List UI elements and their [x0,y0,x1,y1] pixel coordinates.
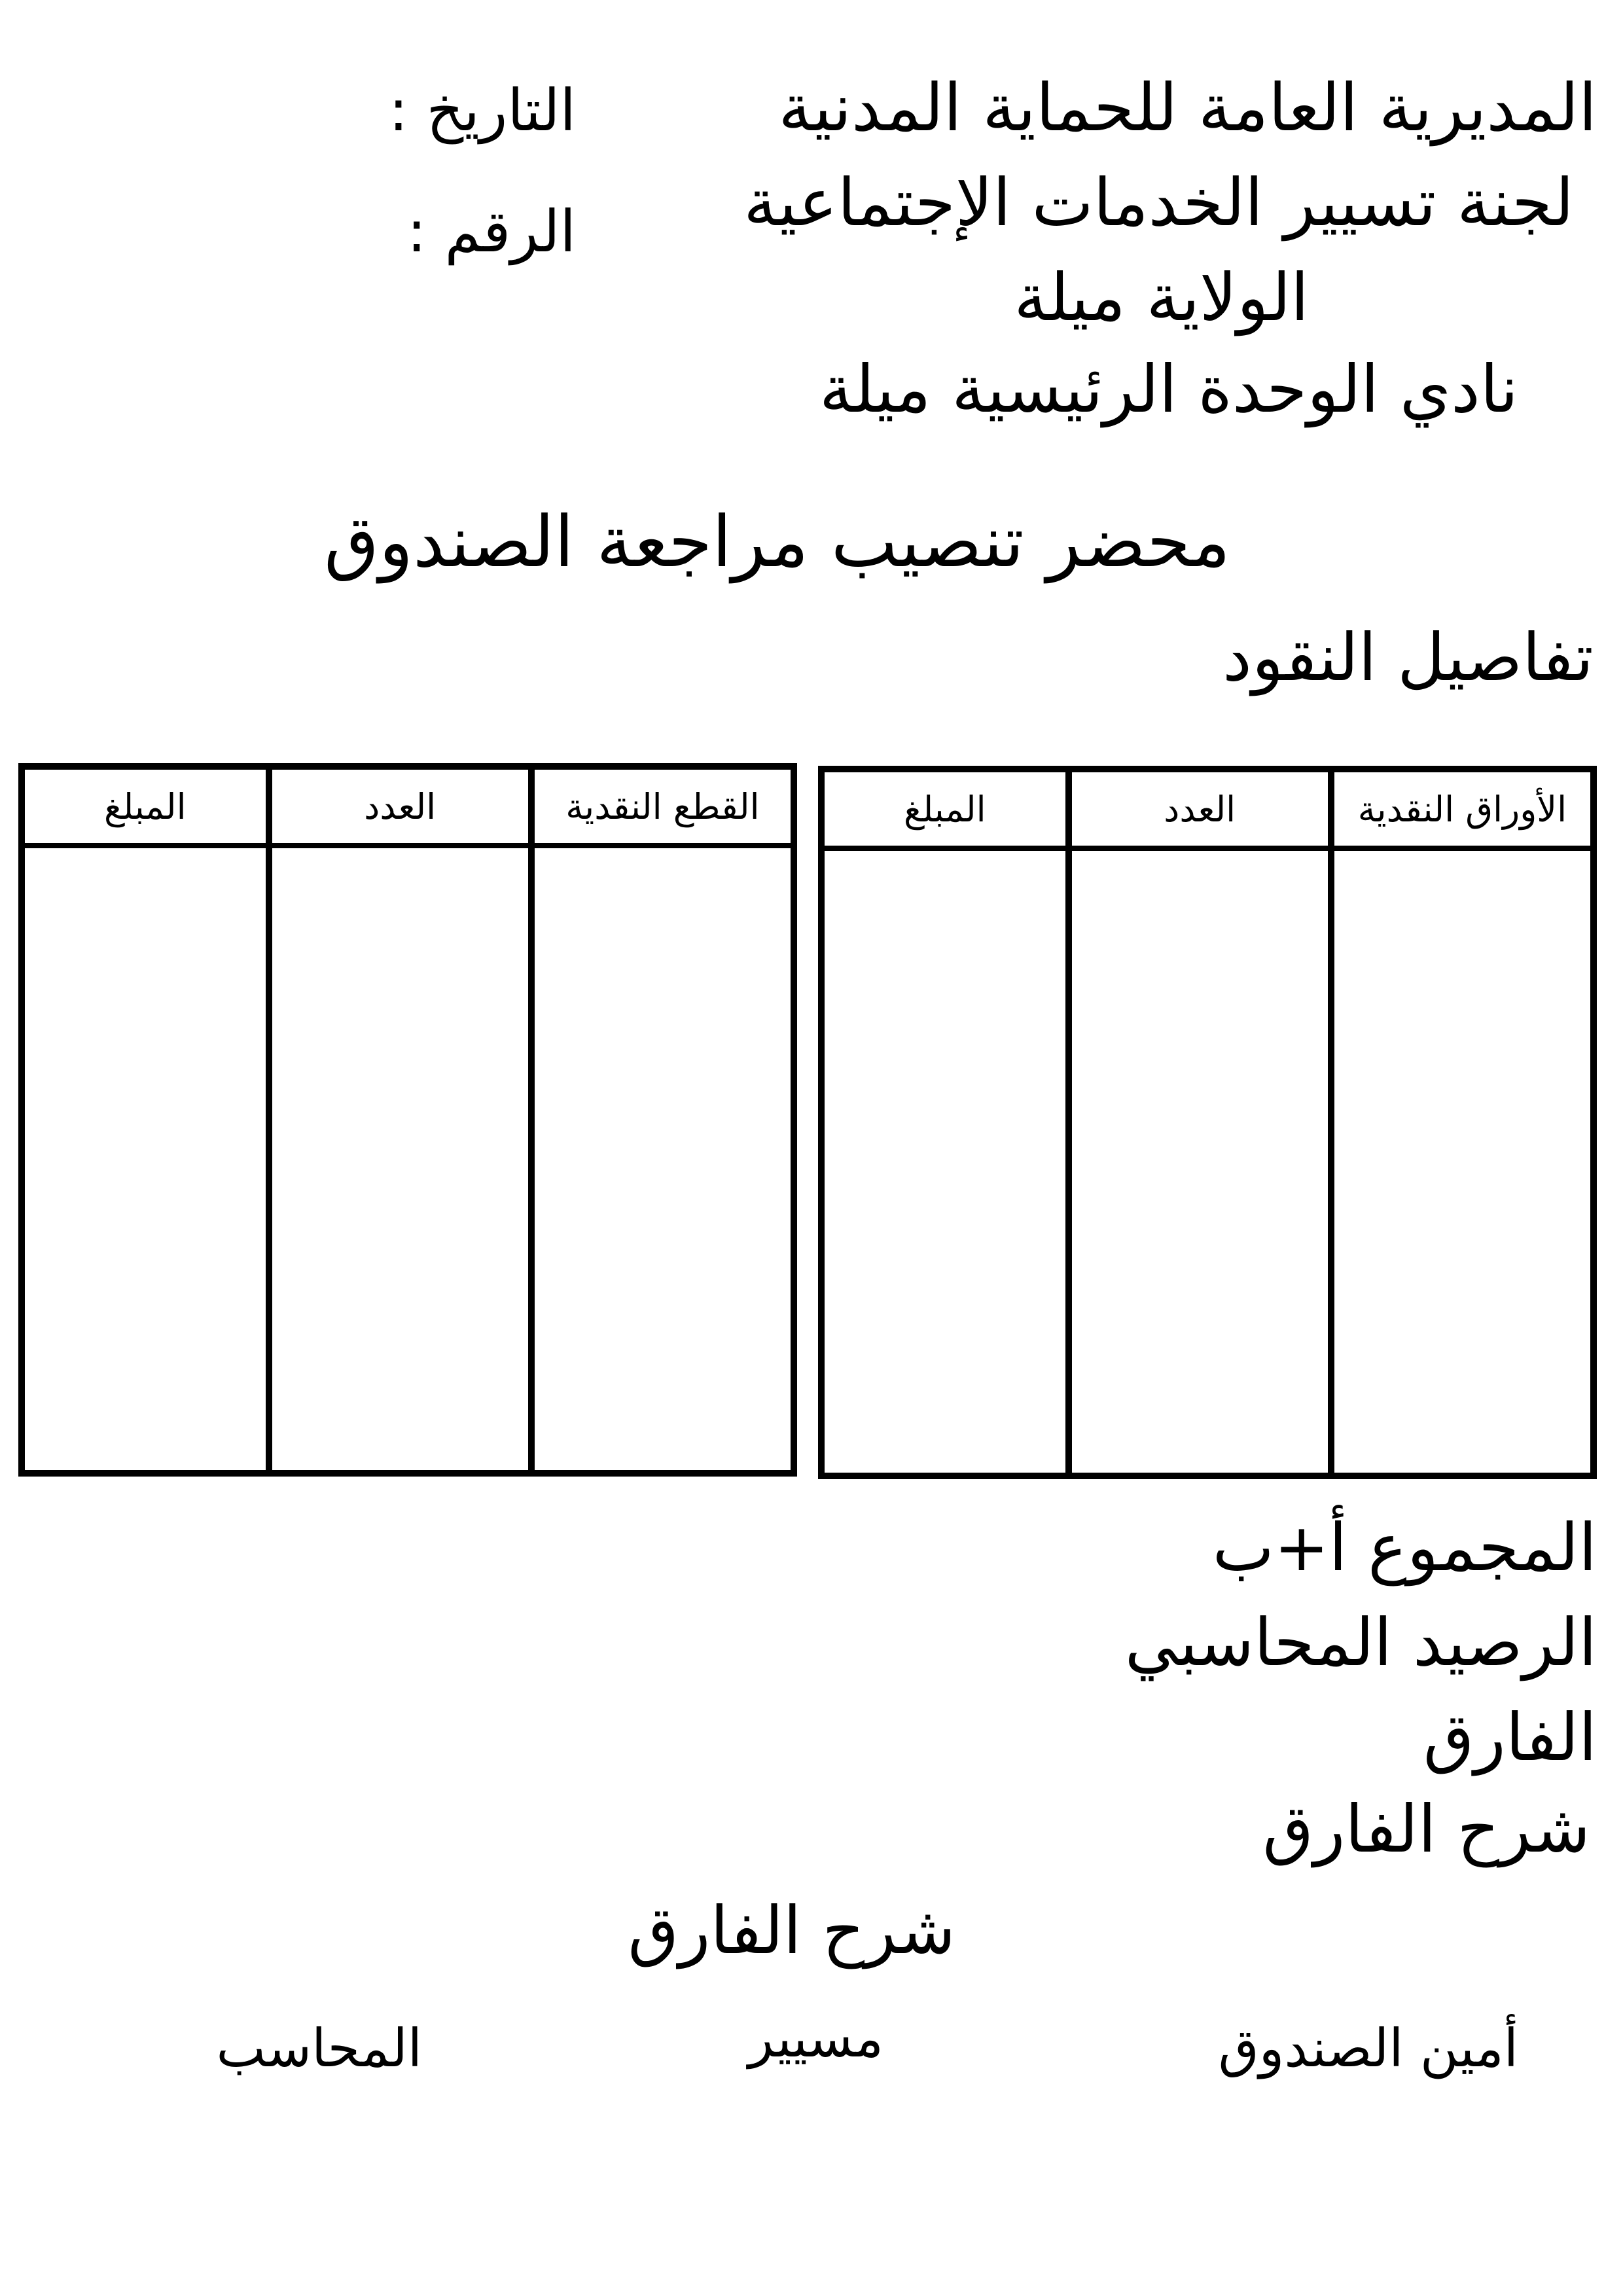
total-label: المجموع أ+ب [1212,1509,1597,1586]
banknotes-header-amount: المبلغ [821,769,1069,848]
coins-cell-coins[interactable] [531,846,794,1473]
banknotes-header-notes: الأوراق النقدية [1331,769,1594,848]
coins-header-amount: المبلغ [22,766,269,846]
number-label: الرقم : [406,198,576,265]
signature-treasurer: أمين الصندوق [1218,2018,1518,2079]
difference-explanation-label: شرح الفارق [1262,1791,1590,1867]
centered-explanation-label: شرح الفارق [628,1892,955,1969]
signature-manager: مسيير [748,2008,883,2069]
banknotes-table [818,766,1597,1479]
date-label: التاريخ : [388,77,576,144]
coins-header-coins: القطع النقدية [531,766,794,846]
coins-header-count: العدد [269,766,531,846]
org-line-2: لجنة تسيير الخدمات الإجتماعية [743,164,1574,241]
banknotes-cell-notes[interactable] [1331,848,1594,1476]
banknotes-cell-amount[interactable] [821,848,1069,1476]
section-label: تفاصيل النقود [1222,619,1594,696]
coins-cell-amount[interactable] [22,846,269,1473]
difference-label: الفارق [1423,1699,1597,1776]
page-title: محضر تنصيب مراجعة الصندوق [324,501,1230,583]
signature-accountant: المحاسب [216,2018,422,2079]
accounting-balance-label: الرصيد المحاسبي [1124,1604,1597,1681]
coins-cell-count[interactable] [269,846,531,1473]
banknotes-cell-count[interactable] [1069,848,1331,1476]
coins-table [18,763,797,1477]
org-line-1: المديرية العامة للحماية المدنية [778,69,1597,146]
banknotes-header-count: العدد [1069,769,1331,848]
org-line-3: الولاية ميلة [1014,259,1309,336]
org-line-4: نادي الوحدة الرئيسية ميلة [819,351,1518,427]
